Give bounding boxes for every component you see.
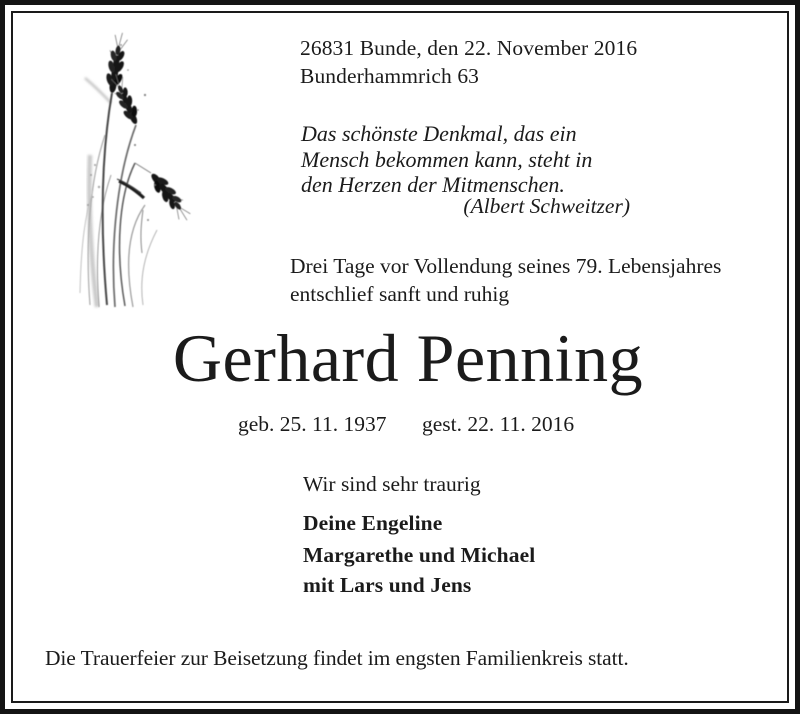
place-date-block: [300, 34, 637, 90]
wheat-ears-icon: [55, 15, 205, 315]
announcement-line: Drei Tage vor Vollendung seines 79. Lebensjahres: [290, 254, 722, 278]
place-date-line: 26831 Bunde, den 22. November 2016: [300, 36, 638, 60]
quote-attribution: (Albert Schweitzer): [463, 194, 630, 218]
deceased-name: Gerhard Penning: [172, 320, 644, 396]
death-date: gest. 22. 11. 2016: [422, 412, 575, 436]
birth-date: geb. 25. 11. 1937: [238, 412, 387, 436]
mourner-line: Margarethe und Michael: [303, 543, 536, 567]
mourner-line: mit Lars und Jens: [303, 573, 472, 597]
announcement-line: entschlief sanft und ruhig: [290, 282, 510, 306]
mourning-line: Wir sind sehr traurig: [303, 472, 481, 496]
memorial-quote: [301, 121, 592, 198]
mourner-line: Deine Engeline: [303, 511, 443, 535]
address-line: Bunderhammrich 63: [300, 64, 480, 88]
quote-line: Mensch bekommen kann, steht in: [301, 146, 593, 172]
quote-line: Das schönste Denkmal, das ein: [301, 121, 577, 146]
funeral-info: Die Trauerfeier zur Beisetzung findet im engsten Familienkreis statt.: [45, 646, 629, 670]
quote-line: den Herzen der Mitmenschen.: [301, 172, 565, 197]
announcement-text: [290, 252, 721, 308]
